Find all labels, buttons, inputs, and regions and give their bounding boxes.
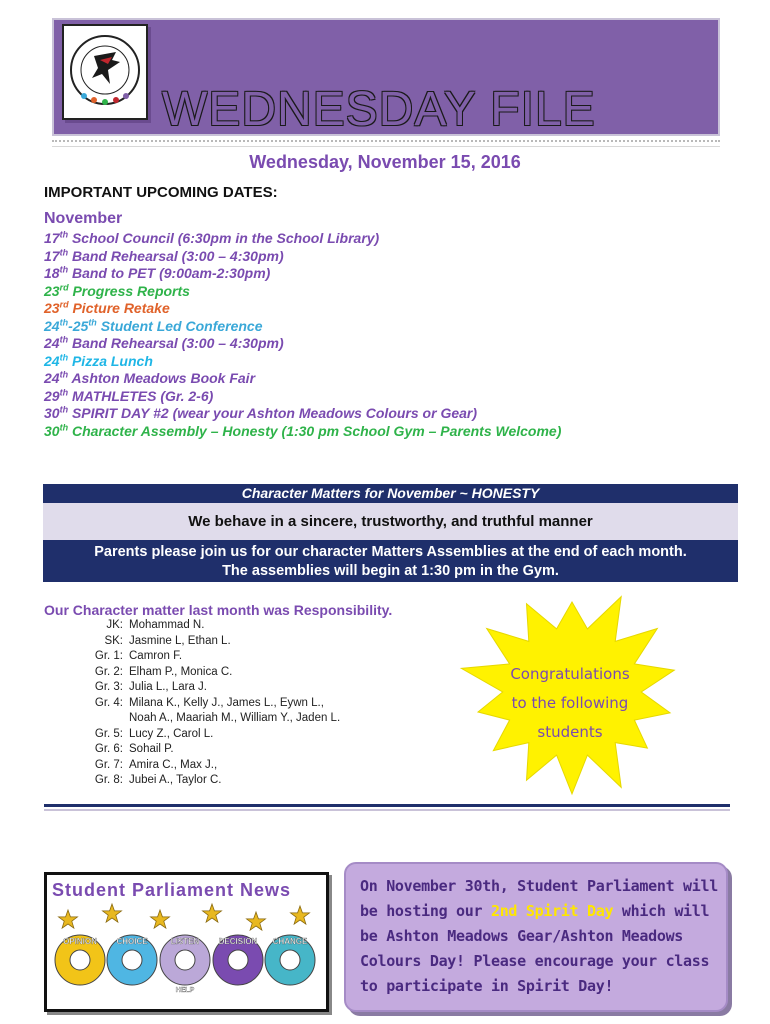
event-day: 23 — [44, 282, 60, 299]
congrats-line: to the following — [511, 694, 629, 712]
event-day: 29 — [44, 387, 60, 404]
event-day: 17 — [44, 247, 60, 264]
event-text: Band to PET (9:00am-2:30pm) — [68, 265, 271, 281]
event-day-suffix: th — [59, 351, 69, 362]
winner-names: Julia L., Lara J. — [129, 681, 207, 693]
event-day-suffix: th — [59, 421, 69, 432]
event-item — [44, 405, 561, 423]
event-item — [44, 300, 561, 318]
event-text: Ashton Meadows Book Fair — [68, 370, 256, 386]
ring-word: CHOICE — [116, 937, 148, 946]
ring-word: DECISION — [218, 937, 258, 946]
winner-grade: JK: — [106, 619, 123, 631]
note-text-part: On November 30th, Student Parliament will be hosting our — [360, 877, 718, 920]
ring-hole — [280, 950, 300, 970]
event-item — [44, 318, 561, 336]
congrats-line: students — [537, 723, 603, 741]
event-text: SPIRIT DAY #2 (wear your Ashton Meadows Colours or Gear) — [68, 405, 478, 421]
gold-star-icon — [59, 910, 78, 928]
event-day: 23 — [44, 300, 60, 316]
winner-row — [60, 649, 340, 665]
winner-grade: Gr. 4: — [94, 696, 123, 709]
event-text: Band Rehearsal (3:00 – 4:30pm) — [68, 247, 284, 264]
ring-word: OPINION — [63, 937, 97, 946]
event-day: 30 — [44, 422, 60, 439]
winner-grade: Gr. 6: — [94, 743, 123, 755]
event-day: 24 — [44, 317, 60, 334]
event-day-suffix: th — [59, 229, 69, 240]
winner-grade: Gr. 8: — [94, 774, 123, 786]
winner-row — [60, 665, 340, 681]
event-text: Student Led Conference — [96, 317, 263, 334]
winner-row — [60, 773, 340, 789]
event-text: Pizza Lunch — [68, 352, 153, 369]
winner-row — [60, 727, 340, 743]
event-day-suffix: rd — [59, 281, 69, 292]
congratulations-text — [480, 660, 660, 747]
spirit-day-note — [360, 874, 720, 999]
event-day: 24 — [44, 370, 60, 386]
winner-grade: SK: — [104, 634, 123, 647]
page-title: WEDNESDAY FILE — [162, 83, 596, 136]
gold-star-icon — [151, 910, 170, 928]
winner-row — [60, 711, 340, 727]
winner-grade — [60, 711, 129, 727]
ring-hole — [122, 950, 142, 970]
ring-hole — [175, 950, 195, 970]
winner-names: Sohail P. — [129, 743, 174, 755]
event-day-suffix: th — [88, 316, 97, 327]
winner-grade: Gr. 3: — [94, 681, 123, 693]
event-day-suffix: th — [59, 246, 69, 257]
parents-invite — [43, 540, 738, 582]
winner-grade: Gr. 1: — [94, 650, 123, 662]
event-item — [44, 335, 561, 353]
event-day-suffix: th — [59, 386, 69, 397]
winner-row — [60, 634, 340, 650]
event-day: 30 — [44, 405, 60, 421]
event-item — [44, 423, 561, 441]
character-statement: We behave in a sincere, trustworthy, and truthful manner — [43, 503, 738, 540]
winner-list — [60, 618, 340, 789]
ring-hole — [70, 950, 90, 970]
event-item — [44, 370, 561, 388]
upcoming-dates-title: IMPORTANT UPCOMING DATES: — [44, 184, 278, 201]
gold-star-icon — [291, 906, 310, 924]
school-logo — [62, 24, 148, 120]
event-item — [44, 230, 561, 248]
last-month-title: Our Character matter last month was Responsibility. — [44, 602, 393, 618]
event-text: Picture Retake — [68, 300, 170, 316]
event-text: MATHLETES (Gr. 2-6) — [68, 387, 214, 404]
event-text: School Council (6:30pm in the School Library) — [68, 230, 380, 246]
gold-star-icon — [103, 904, 122, 922]
event-day-suffix: th — [59, 264, 69, 275]
winner-row — [60, 742, 340, 758]
event-day: 18 — [44, 265, 60, 281]
character-matters-header: Character Matters for November ~ HONESTY — [43, 484, 738, 503]
event-item — [44, 265, 561, 283]
winner-row — [60, 618, 340, 634]
winner-names: Jubei A., Taylor C. — [129, 774, 222, 786]
winner-names: Mohammad N. — [129, 619, 205, 631]
congrats-line: Congratulations — [510, 665, 630, 683]
winner-names: Milana K., Kelly J., James L., Eywn L., — [129, 696, 324, 709]
event-day: 24 — [44, 352, 60, 369]
event-text: -25 — [68, 317, 89, 334]
event-day: 24 — [44, 335, 60, 351]
parents-invite-line: Parents please join us for our character Matters Assemblies at the end of each month. — [94, 544, 687, 560]
event-item — [44, 248, 561, 266]
event-text: Band Rehearsal (3:00 – 4:30pm) — [68, 335, 284, 351]
winner-grade: Gr. 7: — [94, 758, 123, 771]
event-list — [44, 230, 561, 440]
gold-star-icon — [203, 904, 222, 922]
section-divider — [44, 809, 730, 811]
ring-word-help: HELP — [175, 987, 195, 994]
winner-grade: Gr. 5: — [94, 727, 123, 740]
event-day: 17 — [44, 230, 60, 246]
section-divider — [44, 804, 730, 807]
banner-divider — [52, 140, 720, 147]
event-day-suffix: rd — [59, 299, 69, 310]
event-text: Progress Reports — [68, 282, 190, 299]
event-day-suffix: th — [59, 404, 69, 415]
gold-star-icon — [247, 912, 266, 930]
winner-names: Noah A., Maariah M., William Y., Jaden L. — [129, 712, 341, 724]
event-item — [44, 388, 561, 406]
ring-word: CHANGE — [272, 937, 308, 946]
note-highlight: 2nd Spirit Day — [490, 902, 614, 920]
event-item — [44, 353, 561, 371]
parliament-graphic — [52, 900, 322, 1008]
winner-row — [60, 758, 340, 774]
ring-word: LISTEN — [170, 937, 200, 946]
winner-names: Camron F. — [129, 650, 183, 662]
event-text: Character Assembly – Honesty (1:30 pm School Gym – Parents Welcome) — [68, 422, 562, 439]
event-day-suffix: th — [59, 334, 69, 345]
note-text-part: which will be Ashton Meadows Gear/Ashton Meadows Colours Day! Please encourage your class to participate in Spirit Day! — [360, 902, 710, 995]
ring-hole — [228, 950, 248, 970]
month-label: November — [44, 210, 123, 227]
winner-names: Jasmine L, Ethan L. — [129, 634, 231, 647]
winner-names: Amira C., Max J., — [129, 758, 218, 771]
parents-invite-line: The assemblies will begin at 1:30 pm in the Gym. — [222, 563, 559, 579]
date-heading: Wednesday, November 15, 2016 — [249, 152, 521, 172]
winner-grade: Gr. 2: — [94, 665, 123, 678]
winner-row — [60, 680, 340, 696]
winner-names: Lucy Z., Carol L. — [129, 727, 214, 740]
winner-row — [60, 696, 340, 712]
event-item — [44, 283, 561, 301]
event-day-suffix: th — [59, 316, 69, 327]
student-parliament-title: Student Parliament News — [52, 880, 292, 900]
winner-names: Elham P., Monica C. — [129, 665, 233, 678]
event-day-suffix: th — [59, 369, 69, 380]
